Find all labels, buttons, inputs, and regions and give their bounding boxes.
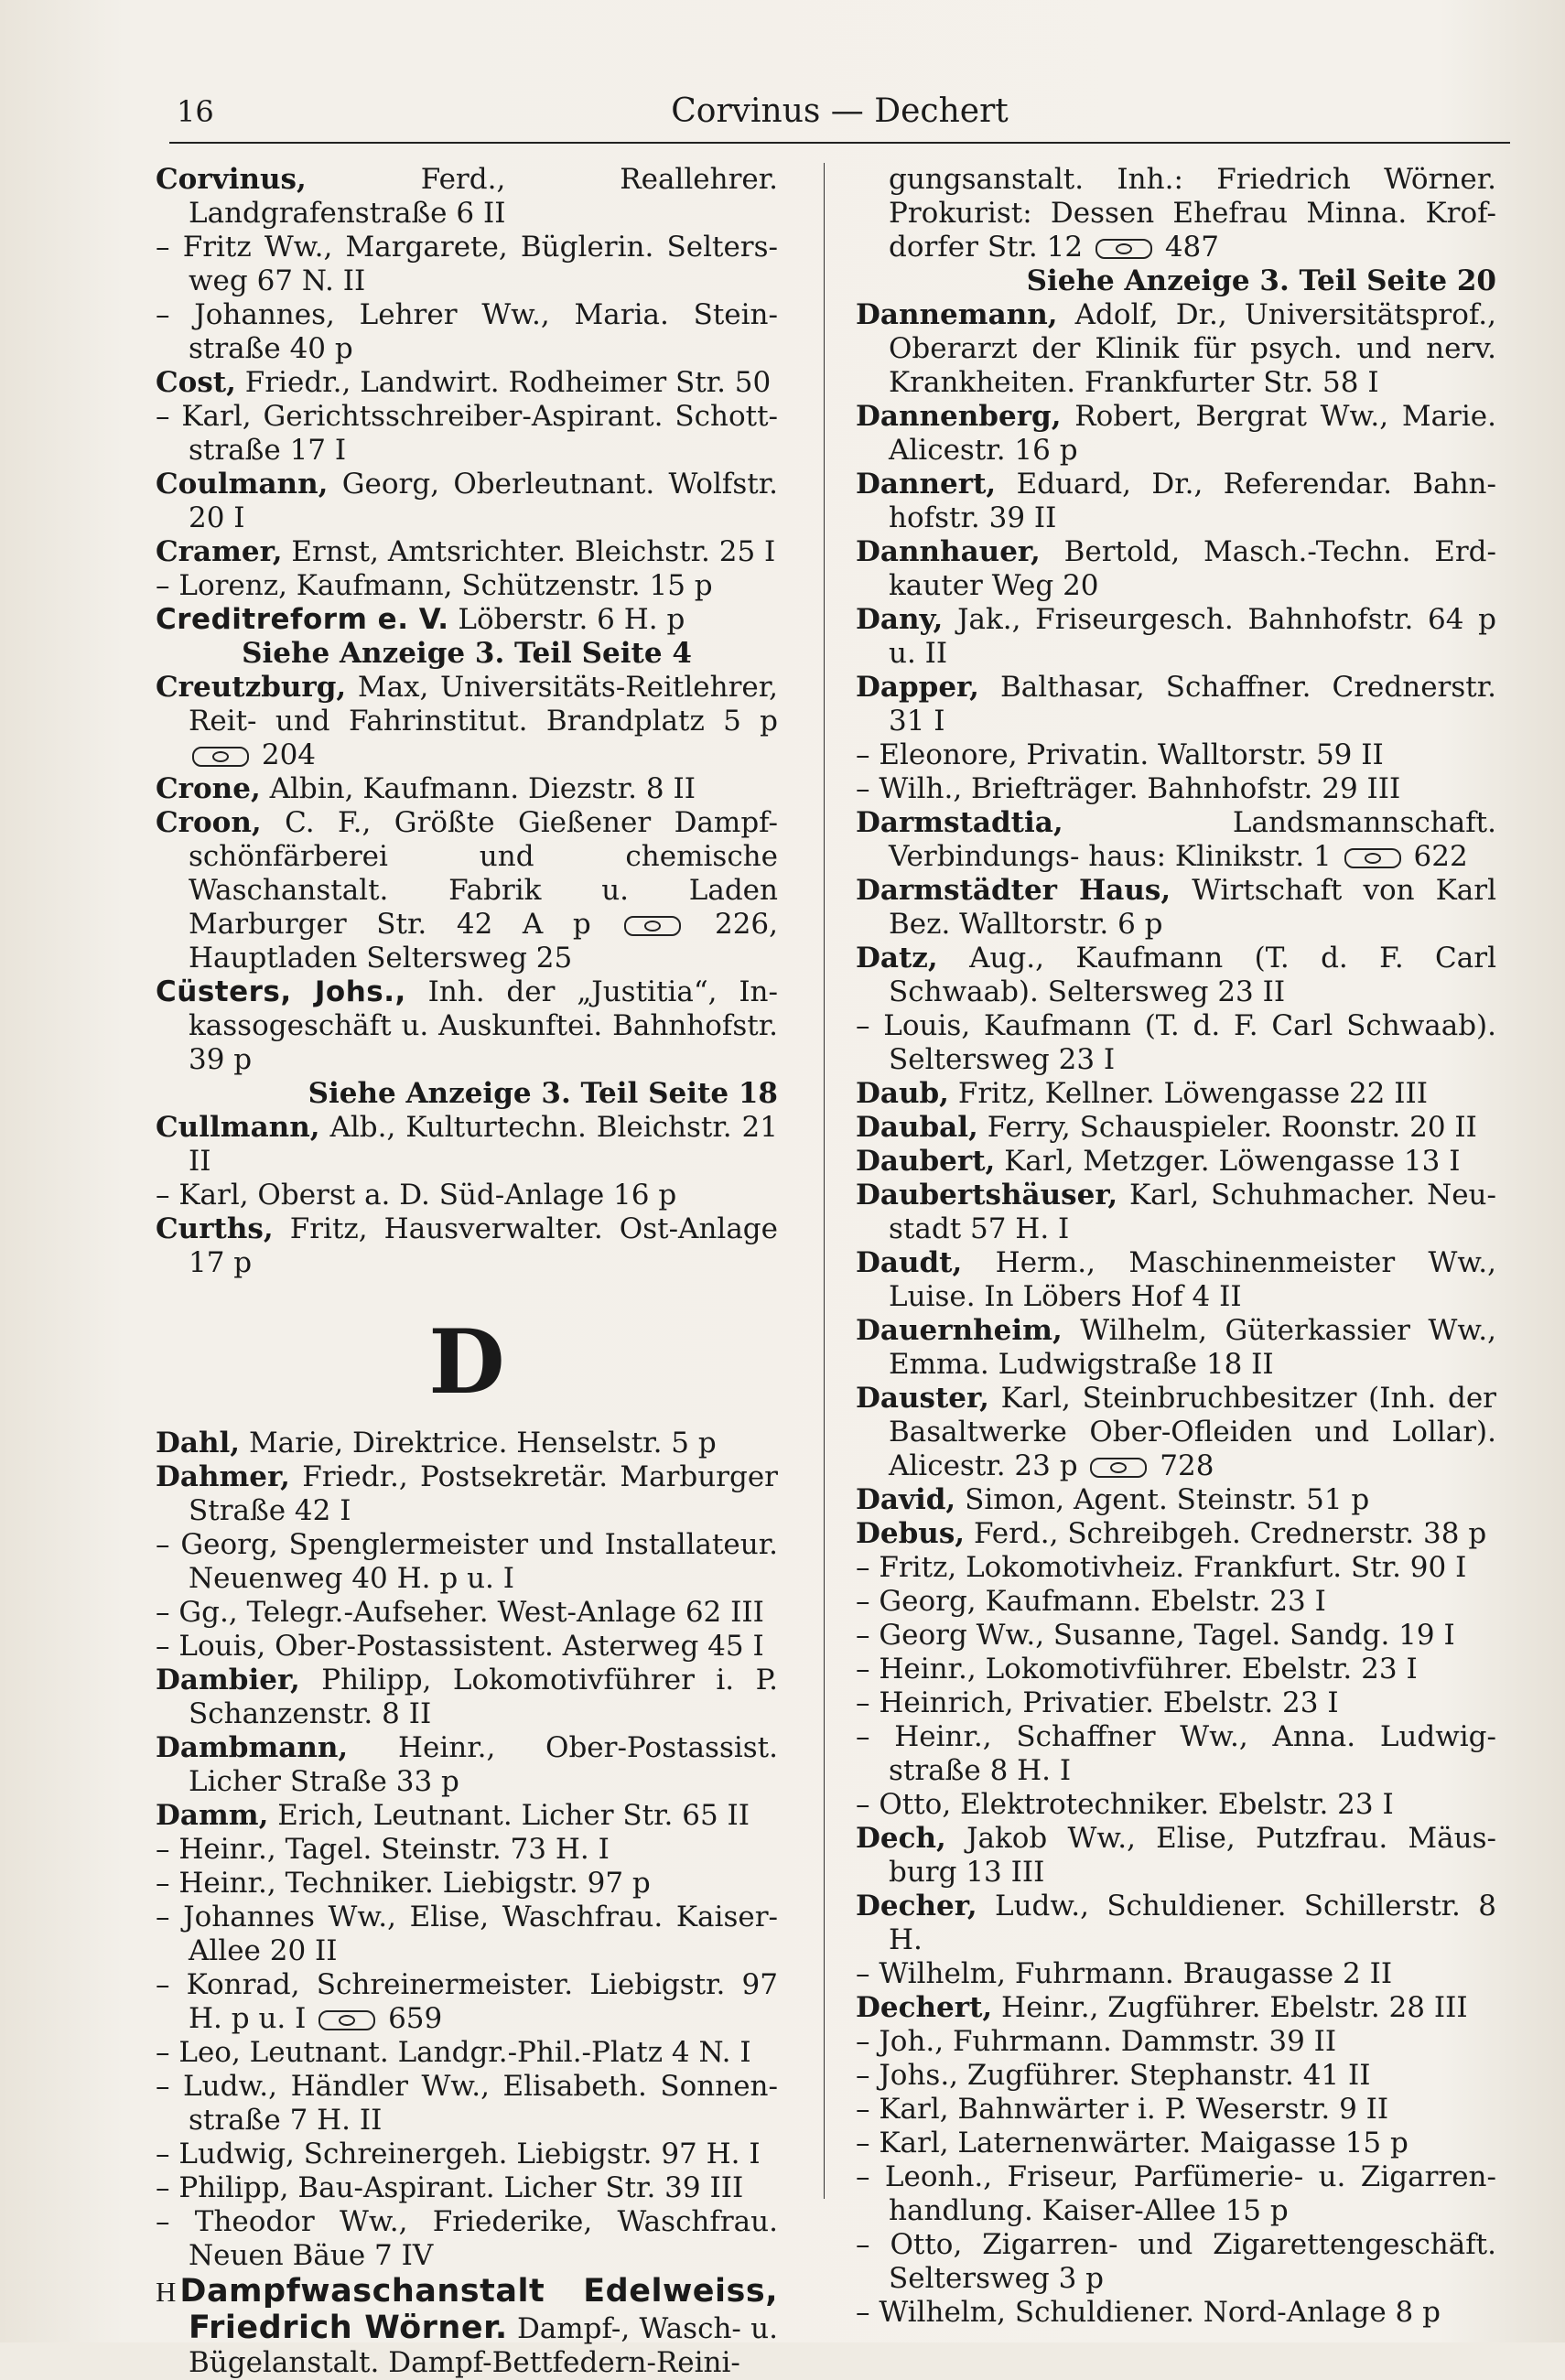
phone-number: 487 [1164, 231, 1219, 264]
page-header [169, 87, 1510, 144]
directory-entry: Dannert, Eduard, Dr., Referendar. Bahn- hofstr. 39 II [856, 468, 1497, 534]
telephone-icon [192, 747, 249, 767]
running-title: Corvinus — Dechert [671, 92, 1009, 130]
directory-entry: – Johs., Zugführer. Stephanstr. 41 II [856, 2059, 1371, 2092]
section-letter: D [428, 1310, 505, 1414]
directory-entry: – Gg., Telegr.-Aufseher. West-Anlage 62 III [156, 1596, 764, 1629]
directory-entry: Dany, Jak., Friseurgesch. Bahnhofstr. 64 p u. II [856, 603, 1496, 670]
directory-entry: – Philipp, Bau-Aspirant. Licher Str. 39 III [156, 2171, 744, 2204]
left-column [156, 163, 779, 2379]
telephone-icon [318, 2010, 375, 2030]
directory-entry: Dambmann, Heinr., Ober-Postassist. Licher Straße 33 p [156, 1731, 778, 1798]
directory-entry: – Johannes Ww., Elise, Waschfrau. Kaiser- Allee 20 II [156, 1901, 778, 1967]
directory-entry: – Wilh., Briefträger. Bahnhofstr. 29 III [856, 772, 1401, 805]
column-divider [824, 163, 825, 2199]
telephone-icon [1096, 239, 1152, 259]
directory-entry: – Eleonore, Privatin. Walltorstr. 59 II [856, 738, 1384, 771]
directory-entry: – Ludwig, Schreinergeh. Liebigstr. 97 H. I [156, 2138, 761, 2170]
directory-entry: Corvinus, Ferd., Reallehrer. Landgrafenstraße 6 II [156, 163, 778, 230]
directory-entry: Daubert, Karl, Metzger. Löwengasse 13 I [856, 1145, 1461, 1178]
directory-entry: – Joh., Fuhrmann. Dammstr. 39 II [856, 2025, 1337, 2058]
directory-entry: David, Simon, Agent. Steinstr. 51 p [856, 1483, 1370, 1516]
directory-entry: Decher, Ludw., Schuldiener. Schillerstr. 8 H. [856, 1890, 1497, 1956]
directory-entry: Coulmann, Georg, Oberleutnant. Wolfstr. 20 I [156, 468, 778, 534]
directory-entry: Creditreform e. V. Löberstr. 6 H. p [156, 603, 685, 636]
directory-entry: Dahmer, Friedr., Postsekretär. Marburger Straße 42 I [156, 1460, 779, 1527]
directory-entry: – Wilhelm, Schuldiener. Nord-Anlage 8 p [856, 2296, 1441, 2329]
directory-entry: – Fritz, Lokomotivheiz. Frankfurt. Str. 90 I [856, 1551, 1467, 1584]
directory-entry: – Georg, Kaufmann. Ebelstr. 23 I [856, 1585, 1326, 1618]
directory-entry: – Heinrich, Privatier. Ebelstr. 23 I [856, 1686, 1339, 1719]
phone-number: 622 [1413, 840, 1468, 873]
directory-entry: – Karl, Gerichtsschreiber-Aspirant. Schott- straße 17 I [156, 400, 778, 467]
directory-entry: – Louis, Ober-Postassistent. Asterweg 45 I [156, 1630, 764, 1663]
directory-entry: – Karl, Laternenwärter. Maigasse 15 p [856, 2127, 1408, 2159]
directory-entry: – Leo, Leutnant. Landgr.-Phil.-Platz 4 N. I [156, 2036, 751, 2069]
directory-entry: – Georg Ww., Susanne, Tagel. Sandg. 19 I [856, 1619, 1455, 1652]
directory-entry: – Georg, Spenglermeister und Installateur. Neuenweg 40 H. p u. I [156, 1528, 778, 1595]
phone-number: 728 [1160, 1449, 1214, 1482]
directory-entry: – Johannes, Lehrer Ww., Maria. Stein- straße 40 p [156, 298, 778, 365]
phone-number: 204 [261, 738, 317, 771]
directory-entry: – Karl, Oberst a. D. Süd-Anlage 16 p [156, 1179, 677, 1212]
directory-entry: – Louis, Kaufmann (T. d. F. Carl Schwaab). Seltersweg 23 I [856, 1009, 1496, 1076]
phone-number: 226, [714, 908, 778, 941]
directory-entry: Dannemann, Adolf, Dr., Universitätsprof., Oberarzt der Klinik für psych. und nerv. Krankheiten. Frankfurter Str. 58 I [856, 298, 1496, 399]
ad-reference: Siehe Anzeige 3. Teil Seite 18 [308, 1077, 778, 1110]
directory-entry: Daudt, Herm., Maschinenmeister Ww., Luise. In Löbers Hof 4 II [856, 1246, 1496, 1313]
directory-entry: Dahl, Marie, Direktrice. Henselstr. 5 p [156, 1427, 717, 1459]
directory-entry: Darmstädter Haus, Wirtschaft von Karl Bez. Walltorstr. 6 p [856, 874, 1497, 941]
directory-entry: – Wilhelm, Fuhrmann. Braugasse 2 II [856, 1957, 1393, 1990]
directory-entry: – Konrad, Schreinermeister. Liebigstr. 97 H. p u. I 659 [156, 1968, 778, 2035]
directory-entry: – Heinr., Schaffner Ww., Anna. Ludwig- straße 8 H. I [856, 1720, 1496, 1787]
directory-entry: – Otto, Elektrotechniker. Ebelstr. 23 I [856, 1788, 1394, 1821]
directory-entry: Dapper, Balthasar, Schaffner. Crednerstr. 31 I [856, 671, 1496, 738]
directory-entry: Dechert, Heinr., Zugführer. Ebelstr. 28 III [856, 1991, 1468, 2024]
directory-entry: – Otto, Zigarren- und Zigarettengeschäft. Seltersweg 3 p [856, 2228, 1496, 2295]
directory-entry: – Lorenz, Kaufmann, Schützenstr. 15 p [156, 569, 713, 602]
ad-reference: Siehe Anzeige 3. Teil Seite 20 [1026, 264, 1496, 297]
directory-entry: – Karl, Bahnwärter i. P. Weserstr. 9 II [856, 2093, 1389, 2126]
directory-entry: Curths, Fritz, Hausverwalter. Ost-Anlage 17 p [156, 1212, 778, 1279]
telephone-icon [624, 916, 681, 936]
directory-entry: Dauster, Karl, Steinbruchbesitzer (Inh. der Basaltwerke Ober-Ofleiden und Lollar). Alicestr. 23 p 728 [856, 1382, 1496, 1482]
directory-entry: – Theodor Ww., Friederike, Waschfrau. Neuen Bäue 7 IV [156, 2205, 778, 2272]
directory-entry: – Fritz Ww., Margarete, Büglerin. Selters- weg 67 N. II [156, 231, 778, 297]
directory-entry: Datz, Aug., Kaufmann (T. d. F. Carl Schwaab). Seltersweg 23 II [856, 942, 1496, 1008]
telephone-icon [1090, 1458, 1147, 1478]
ad-reference: Siehe Anzeige 3. Teil Seite 4 [242, 637, 692, 670]
directory-entry: Crone, Albin, Kaufmann. Diezstr. 8 II [156, 772, 696, 805]
right-column [856, 163, 1497, 2329]
directory-entry: Creutzburg, Max, Universitäts-Reitlehrer, Reit- und Fahrinstitut. Brandplatz 5 p 204 [156, 671, 778, 771]
directory-entry: H Dampfwaschanstalt Edelweiss, Friedrich Wörner. Dampf-, Wasch- u. Bügelanstalt. Dampf-Bettfedern-Reini- [156, 2273, 778, 2379]
directory-entry: – Heinr., Tagel. Steinstr. 73 H. I [156, 1833, 610, 1866]
directory-entry: Cüsters, Johs., Inh. der „Justitia“, In- kassogeschäft u. Auskunftei. Bahnhofstr. 39 p [156, 975, 779, 1076]
directory-entry: – Heinr., Lokomotivführer. Ebelstr. 23 I [856, 1653, 1418, 1685]
directory-entry: – Heinr., Techniker. Liebigstr. 97 p [156, 1867, 651, 1900]
directory-entry: Dech, Jakob Ww., Elise, Putzfrau. Mäus- burg 13 III [856, 1822, 1496, 1889]
directory-entry: Debus, Ferd., Schreibgeh. Crednerstr. 38 p [856, 1517, 1487, 1550]
directory-entry: Croon, C. F., Größte Gießener Dampf- schönfärberei und chemische Waschanstalt. Fabrik u. Laden Marburger Str. 42 A p 226, Hauptladen Seltersweg 25 [156, 806, 779, 975]
directory-entry: Daub, Fritz, Kellner. Löwengasse 22 III [856, 1077, 1428, 1110]
directory-entry: Darmstadtia, Landsmannschaft. Verbindungs- haus: Klinikstr. 1 622 [856, 806, 1496, 873]
directory-entry: – Leonh., Friseur, Parfümerie- u. Zigarren- handlung. Kaiser-Allee 15 p [856, 2160, 1496, 2227]
directory-entry: Cramer, Ernst, Amtsrichter. Bleichstr. 25 I [156, 535, 776, 568]
directory-entry: Cost, Friedr., Landwirt. Rodheimer Str. 50 [156, 366, 772, 399]
directory-entry: Dannhauer, Bertold, Masch.-Techn. Erd- kauter Weg 20 [856, 535, 1496, 602]
directory-entry: Dambier, Philipp, Lokomotivführer i. P. Schanzenstr. 8 II [156, 1664, 779, 1730]
directory-entry: Daubal, Ferry, Schauspieler. Roonstr. 20 II [856, 1111, 1477, 1144]
directory-entry: gungsanstalt. Inh.: Friedrich Wörner. Prokurist: Dessen Ehefrau Minna. Krof- dorfer Str. 12 487 [889, 163, 1496, 264]
entry-marker: H [156, 2276, 177, 2308]
page-number: 16 [177, 94, 214, 129]
telephone-icon [1344, 848, 1401, 868]
directory-entry: Dannenberg, Robert, Bergrat Ww., Marie. Alicestr. 16 p [856, 400, 1496, 467]
directory-entry: – Ludw., Händler Ww., Elisabeth. Sonnen- straße 7 H. II [156, 2070, 778, 2137]
phone-number: 659 [388, 2002, 443, 2035]
directory-entry: Dauernheim, Wilhelm, Güterkassier Ww., Emma. Ludwigstraße 18 II [856, 1314, 1496, 1381]
directory-entry: Cullmann, Alb., Kulturtechn. Bleichstr. 21 II [156, 1111, 779, 1178]
directory-entry: Daubertshäuser, Karl, Schuhmacher. Neu- stadt 57 H. I [856, 1179, 1496, 1245]
directory-entry: Damm, Erich, Leutnant. Licher Str. 65 II [156, 1799, 750, 1832]
